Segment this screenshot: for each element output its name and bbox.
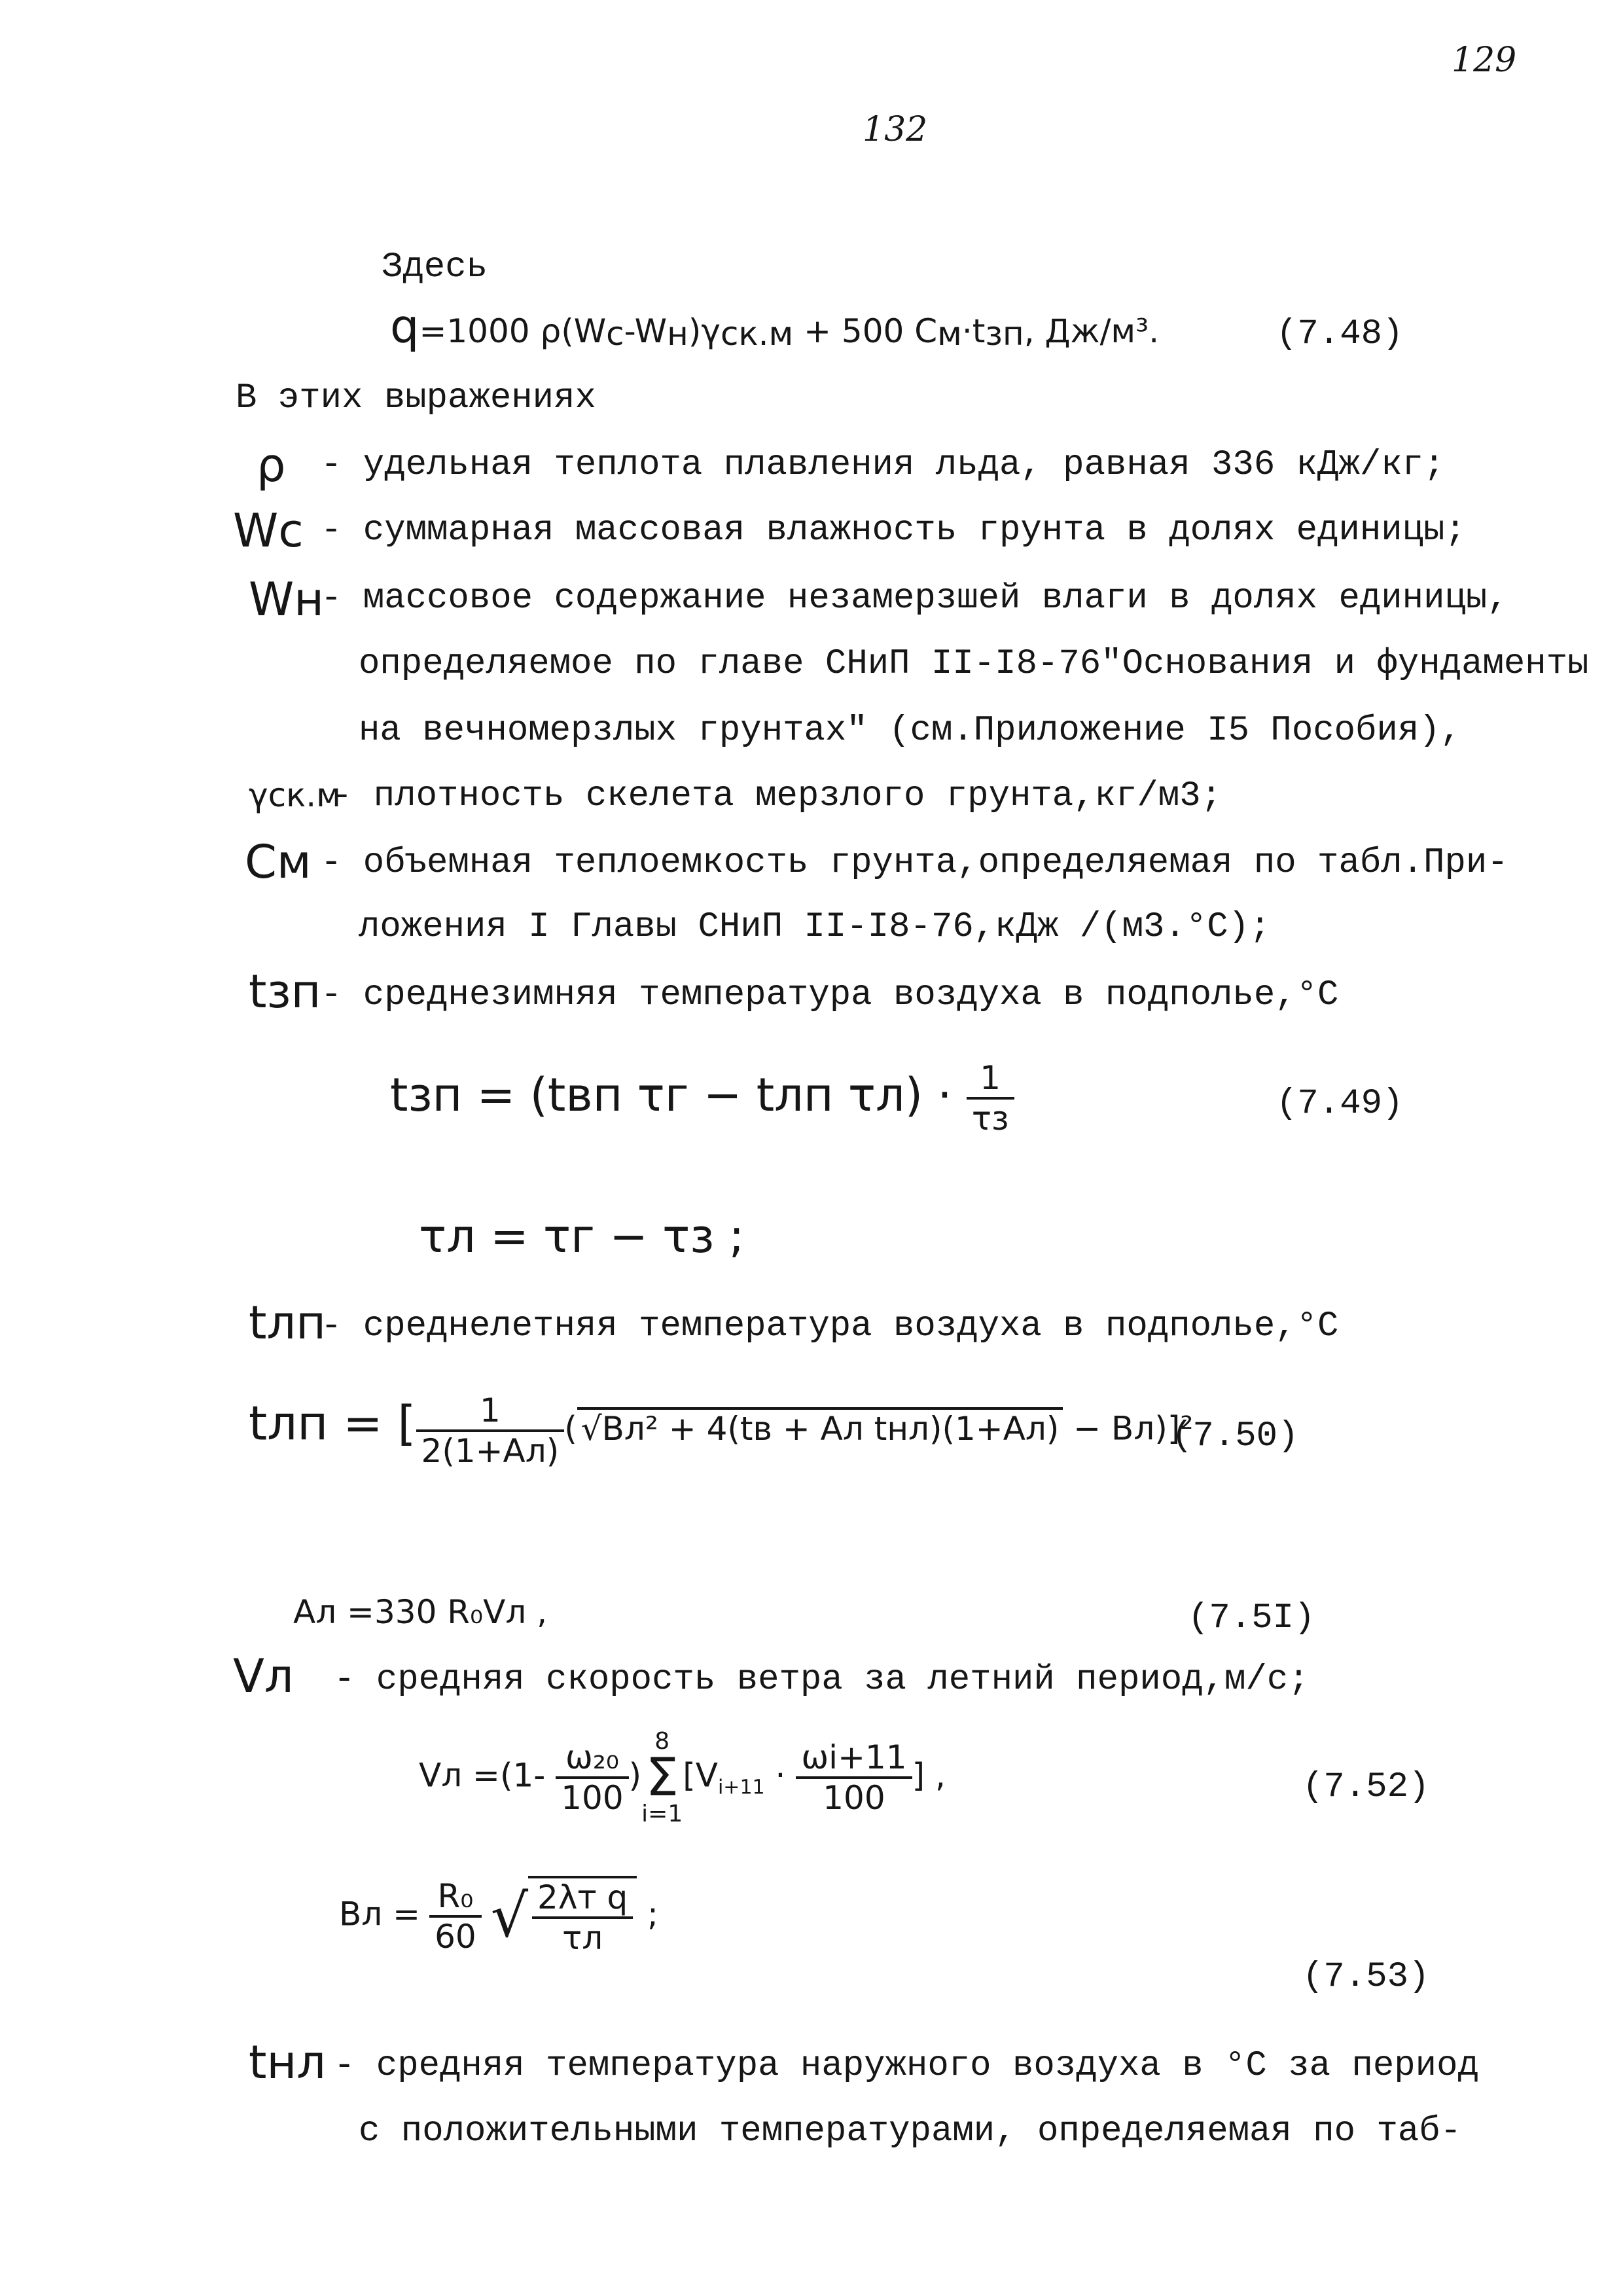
intro-word: Здесь <box>382 247 488 287</box>
eq-7-52-lhs: Vл =(1- <box>419 1756 556 1795</box>
def-text-wn-cont1: определяемое по главе СНиП II-I8-76"Основания и фундаменты <box>359 644 1589 684</box>
def-symbol-rho: ρ <box>257 439 286 492</box>
eq-7-52-f2-bottom: 100 <box>823 1779 885 1817</box>
eq-7-49-fraction <box>967 1059 1014 1138</box>
eq-7-48-sub-m: м <box>937 315 962 353</box>
eq-7-53-sqrt-top: 2λт q <box>532 1878 633 1919</box>
corner-page-number: 129 <box>1452 41 1517 80</box>
def-symbol-vl: Vл <box>233 1649 294 1703</box>
eq-7-50-lhs: tлп = [ <box>249 1395 416 1451</box>
eq-7-53-sqrt <box>528 1876 637 1957</box>
eq-7-53-number: (7.53) <box>1302 1957 1430 1997</box>
page-number: 132 <box>863 110 928 149</box>
eq-7-48-sub-sk: ск.м <box>720 315 794 353</box>
def-symbol-gamma: γск.м <box>249 776 341 814</box>
eq-7-52-f1-top: ω₂₀ <box>556 1738 628 1779</box>
eq-7-50-number: (7.50) <box>1171 1416 1299 1456</box>
eq-7-48-sub-c: c <box>606 315 624 353</box>
eq-7-52-sum <box>641 1728 683 1827</box>
eq-7-50-tail: − Bл)]² <box>1063 1409 1194 1448</box>
def-text-cm: - объемная теплоемкость грунта,определяемая по табл.При- <box>321 843 1508 883</box>
eq-7-49-frac-top: 1 <box>967 1059 1014 1100</box>
eq-7-52-f1-bottom: 100 <box>561 1779 624 1817</box>
def-text-wn: - массовое содержание незамерзшей влаги в долях единицы, <box>321 579 1508 619</box>
eq-7-48-number: (7.48) <box>1276 314 1404 354</box>
eq-7-52-f2-top: ωi+11 <box>796 1738 912 1779</box>
eq-7-48-lhs: q <box>390 300 419 353</box>
eq-7-48-sub-zp: зп <box>985 315 1024 353</box>
equation-7-51: Aл =330 R₀Vл , <box>293 1593 548 1631</box>
eq-7-52-sum-bottom: i=1 <box>641 1801 683 1827</box>
eq-7-48-rhs: =1000 ρ(W <box>419 312 607 350</box>
def-text-rho: - удельная теплота плавления льда, равная 336 кДж/кг; <box>321 445 1445 485</box>
def-text-wn-cont2: на вечномерзлых грунтах" (см.Приложение I5 Пособия), <box>359 711 1462 751</box>
eq-7-53-fraction <box>429 1877 482 1956</box>
equation-7-53: Bл = $\frac{\text{R₀}}{60}$ √ $\frac{\text{2λт q}}{\tau л}$ ; <box>339 1877 658 1957</box>
eq-7-48-unit: , Дж/м³. <box>1024 312 1160 350</box>
equation-7-52: Vл =(1- $\frac{\text{ω₂₀}}{100}$ ) 8 Σ i=1 [$V_{i+11}$ · $\frac{\omega i+11}{100}$ ] , <box>419 1728 946 1827</box>
eq-7-48-rhs-tail: + 500 C <box>793 312 938 350</box>
eq-7-50-frac-top: 1 <box>416 1391 565 1432</box>
def-text-tnl-cont: с положительными температурами, определяемая по таб- <box>359 2111 1462 2151</box>
eq-7-53-sqrt-bottom: τл <box>562 1919 603 1957</box>
eq-7-52-fraction-2 <box>796 1738 912 1817</box>
def-text-tnl: - средняя температура наружного воздуха в °C за период <box>334 2046 1479 2086</box>
def-text-gamma: - плотность скелета мерзлого грунта,кг/м3; <box>331 776 1222 816</box>
def-symbol-cm: Cм <box>245 835 312 889</box>
eq-7-53-lhs: Bл = <box>339 1895 421 1933</box>
def-text-vl: - средняя скорость ветра за летний период,м/с; <box>334 1660 1310 1700</box>
eq-7-53-f-top: R₀ <box>429 1877 482 1918</box>
eq-7-52-fraction-1 <box>556 1738 628 1817</box>
def-symbol-tnl: tнл <box>249 2036 326 2089</box>
eq-7-50-sqrt: √Bл² + 4(tв + Aл tнл)(1+Aл) <box>577 1407 1063 1448</box>
equation-tau: τл = τг − τз ; <box>419 1210 745 1263</box>
eq-7-51-number: (7.5I) <box>1188 1598 1315 1638</box>
eq-7-49-number: (7.49) <box>1276 1084 1404 1124</box>
def-symbol-tzp: tзп <box>249 965 321 1018</box>
def-symbol-tlp: tлп <box>249 1296 326 1350</box>
def-text-tzp: - среднезимняя температура воздуха в подполье,°C <box>321 975 1339 1015</box>
eq-7-50-frac-bottom: 2(1+Aл) <box>421 1432 560 1470</box>
eq-7-52-tail: ] , <box>912 1756 946 1795</box>
equation-7-48 <box>390 300 1159 365</box>
eq-7-49-frac-bottom: τз <box>971 1100 1009 1138</box>
eq-7-48-rhs-tail2: ·t <box>961 312 986 350</box>
eq-7-48-sub-n: н <box>667 315 688 353</box>
def-text-tlp: - среднелетняя температура воздуха в подполье,°C <box>321 1306 1339 1346</box>
eq-7-53-tail: ; <box>637 1895 658 1933</box>
eq-7-52-number: (7.52) <box>1302 1767 1430 1807</box>
expressions-heading: В этих выражениях <box>236 378 596 418</box>
equation-7-50 <box>249 1391 1193 1470</box>
eq-7-48-rhs-mid: -W <box>624 312 668 350</box>
eq-7-52-mid-sub: i+11 <box>717 1776 765 1799</box>
eq-7-50-mid: ( <box>564 1409 577 1448</box>
eq-7-49-expr: tзп = (tвп τг − tлп τл) · <box>390 1068 967 1122</box>
eq-7-52-sum-top: 8 <box>654 1728 670 1755</box>
def-text-wc: - суммарная массовая влажность грунта в долях единицы; <box>321 511 1466 550</box>
eq-7-52-mid: [V <box>683 1756 718 1795</box>
eq-7-48-rhs-mid2: )γ <box>688 312 721 350</box>
def-text-cm-cont: ложения I Главы СНиП II-I8-76,кДж /(м3.°C); <box>359 907 1271 947</box>
def-symbol-wc: Wc <box>233 504 304 558</box>
eq-7-53-f-bottom: 60 <box>435 1918 476 1956</box>
def-symbol-wn: Wн <box>249 573 324 626</box>
eq-7-52-dot: · <box>764 1756 796 1795</box>
eq-7-50-sqrt-body: Bл² + 4(tв + Aл tнл)(1+Aл) <box>601 1409 1060 1448</box>
equation-7-49 <box>390 1059 1014 1138</box>
eq-7-52-sum-sign: Σ <box>645 1747 679 1808</box>
eq-7-50-fraction <box>416 1391 565 1470</box>
